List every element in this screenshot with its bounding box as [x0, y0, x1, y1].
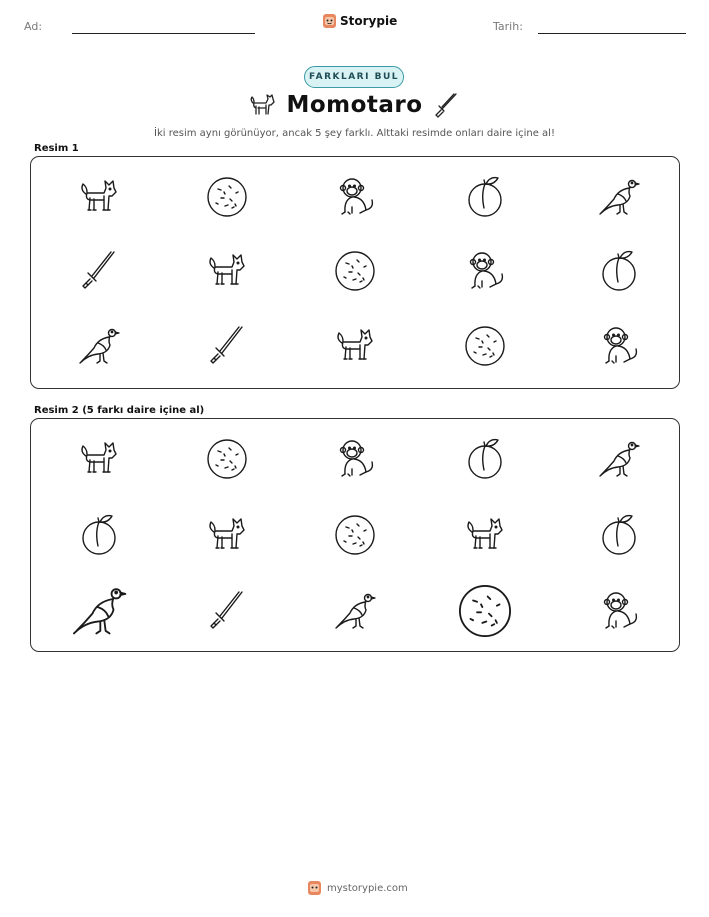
page-title: Momotaro [286, 92, 423, 118]
dog-icon [74, 434, 124, 484]
date-label: Tarih: [493, 20, 523, 33]
picture1-panel [30, 156, 680, 389]
date-line [538, 33, 686, 34]
peach-icon [594, 510, 644, 560]
ricecake-icon [202, 434, 252, 484]
dog-icon [202, 246, 252, 296]
pheasant-icon [594, 172, 644, 222]
ricecake-icon [202, 172, 252, 222]
instructions: İki resim aynı görünüyor, ancak 5 şey farklı. Alttaki resimde onları daire içine al! [154, 128, 555, 139]
dog-icon [460, 510, 510, 560]
peach-icon [594, 246, 644, 296]
name-line [72, 33, 255, 34]
dog-icon [202, 510, 252, 560]
picture2-label: Resim 2 (5 farkı daire içine al) [34, 405, 205, 416]
pheasant-icon [74, 321, 124, 371]
activity-badge [304, 66, 404, 88]
picture1-label: Resim 1 [34, 143, 79, 154]
name-label: Ad: [24, 20, 43, 33]
sword-icon [202, 321, 252, 371]
ricecake-icon [330, 510, 380, 560]
peach-icon [460, 434, 510, 484]
peach-icon [460, 172, 510, 222]
monkey-icon [460, 246, 510, 296]
footer [307, 880, 408, 896]
pheasant-icon [66, 578, 132, 644]
monkey-icon [594, 321, 644, 371]
ricecake-icon [452, 578, 518, 644]
brand-name: Storypie [340, 14, 398, 28]
sword-icon [202, 586, 252, 636]
dog-icon [246, 90, 276, 120]
peach-icon [74, 510, 124, 560]
pheasant-icon [330, 586, 380, 636]
dog-icon [330, 321, 380, 371]
storypie-mascot-icon [322, 13, 337, 29]
pheasant-icon [594, 434, 644, 484]
brand-logo [322, 13, 397, 29]
monkey-icon [594, 586, 644, 636]
monkey-icon [330, 172, 380, 222]
monkey-icon [330, 434, 380, 484]
storypie-mascot-icon [307, 880, 322, 896]
footer-url: mystorypie.com [327, 882, 408, 894]
sword-icon [432, 91, 460, 119]
ricecake-icon [330, 246, 380, 296]
sword-icon [74, 246, 124, 296]
picture2-panel [30, 418, 680, 652]
dog-icon [74, 172, 124, 222]
ricecake-icon [460, 321, 510, 371]
activity-badge-text: FARKLARI BUL [309, 72, 399, 82]
